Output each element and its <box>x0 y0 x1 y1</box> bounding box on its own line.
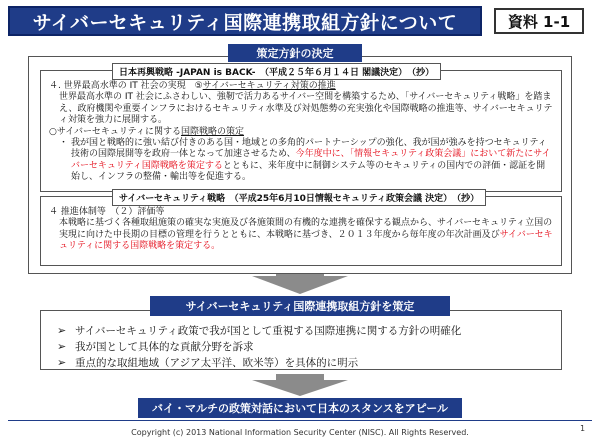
cybersecurity-paragraph-highlight: サイバーセキュリティに関する国際戦略を策定する。 <box>59 229 553 252</box>
subheading-underlined: 国際戦略の策定 <box>180 126 244 137</box>
chevron-right-icon: ➢ <box>57 356 67 369</box>
section-label-formulate-policy: サイバーセキュリティ国際連携取組方針を策定 <box>150 296 450 316</box>
chevron-right-icon: ➢ <box>57 340 67 353</box>
strategy-item-title: サイバーセキュリティ対策の推進 <box>202 81 336 91</box>
bullet-text-highlight: 今年度中に、「情報セキュリティ政策会議」において新たにサイバーセキュリティ国際戦略を策定する <box>71 149 551 171</box>
subheading-prefix: ○サイバーセキュリティに関する <box>49 126 181 137</box>
cybersecurity-paragraph <box>49 218 553 252</box>
strategy-bullet <box>49 138 553 184</box>
list-item <box>57 323 545 339</box>
down-arrow-icon <box>252 276 348 294</box>
chevron-right-icon: ➢ <box>57 324 67 337</box>
list-item-text: サイバーセキュリティ政策で我が国として重視する国際連携に関する方針の明確化 <box>75 325 462 337</box>
section-label-policy-decision: 策定方針の決定 <box>228 44 362 62</box>
japan-revitalization-strategy-heading: 日本再興戦略 -JAPAN is BACK- （平成２５年６月１４日 閣議決定） （抄） <box>112 63 441 80</box>
cybersecurity-item-heading: ４ 推進体制等 （２）評価等 <box>49 207 165 217</box>
footer-divider <box>8 420 592 421</box>
list-item <box>57 339 545 355</box>
bullet-text-b: とともに、来年度中に制御システム等のセキュリティの国内での評価・認証を開始し、インフラの整備・輸出等を促進する。 <box>71 160 546 183</box>
bullet-text-a: 我が国と戦略的に強い結び付きのある国・地域との多角的パートナーシップの強化、我が国が強みを持つセキュリティ技術の国際展開等を政府一体となって加速させるため、 <box>71 138 547 160</box>
down-arrow-icon <box>252 380 348 396</box>
japan-revitalization-strategy-box <box>40 70 562 192</box>
list-item-text: 我が国として具体的な貢献分野を訴求 <box>75 341 254 353</box>
section-label-policy-dialogue: バイ・マルチの政策対話において日本のスタンスをアピール <box>138 398 462 418</box>
cybersecurity-strategy-box <box>40 196 562 266</box>
cybersecurity-strategy-heading: サイバーセキュリティ戦略 （平成25年6月10日情報セキュリティ政策会議 決定） （抄） <box>112 189 486 206</box>
strategy-paragraph: 世界最高水準の IT 社会にふさわしい、強靭で活力あるサイバー空間を構築するため、「サイバーセキュリティ戦略」を踏まえ、政府機関や重要インフラにおけるセキュリティ水準及び対処態勢の充実強化や国際戦略の推進等、サイバーセキュリティ対策を強力に展開する。 <box>59 92 553 126</box>
copyright-footer: Copyright (c) 2013 National Information Security Center (NISC). All Rights Reserved. <box>131 427 469 437</box>
bullet-dot: ・ <box>59 138 69 149</box>
international-strategy-subheading <box>49 127 553 138</box>
strategy-item-number: ４. 世界最高水準の IT 社会の実現 ⑤ <box>49 81 203 91</box>
cybersecurity-paragraph-a: 本戦略に基づく各種取組施策の確実な実施及び各施策間の有機的な連携を確保する観点から、サイバーセキュリティ立国の実現に向けた中長期の目標の管理を行うとともに、本戦略に基づき、２０１３年度から毎年度の年次計画及び <box>59 218 553 240</box>
page-number: 1 <box>580 424 586 433</box>
list-item-text: 重点的な取組地域（アジア太平洋、欧米等）を具体的に明示 <box>75 357 359 369</box>
strategy-item-heading <box>49 81 553 92</box>
bullet-text <box>71 138 553 184</box>
slide-title: サイバーセキュリティ国際連携取組方針について <box>32 11 458 34</box>
list-item <box>57 355 545 371</box>
document-number-badge: 資料 1-1 <box>494 8 584 34</box>
policy-points-box <box>40 310 562 370</box>
slide-title-bar <box>8 6 482 36</box>
